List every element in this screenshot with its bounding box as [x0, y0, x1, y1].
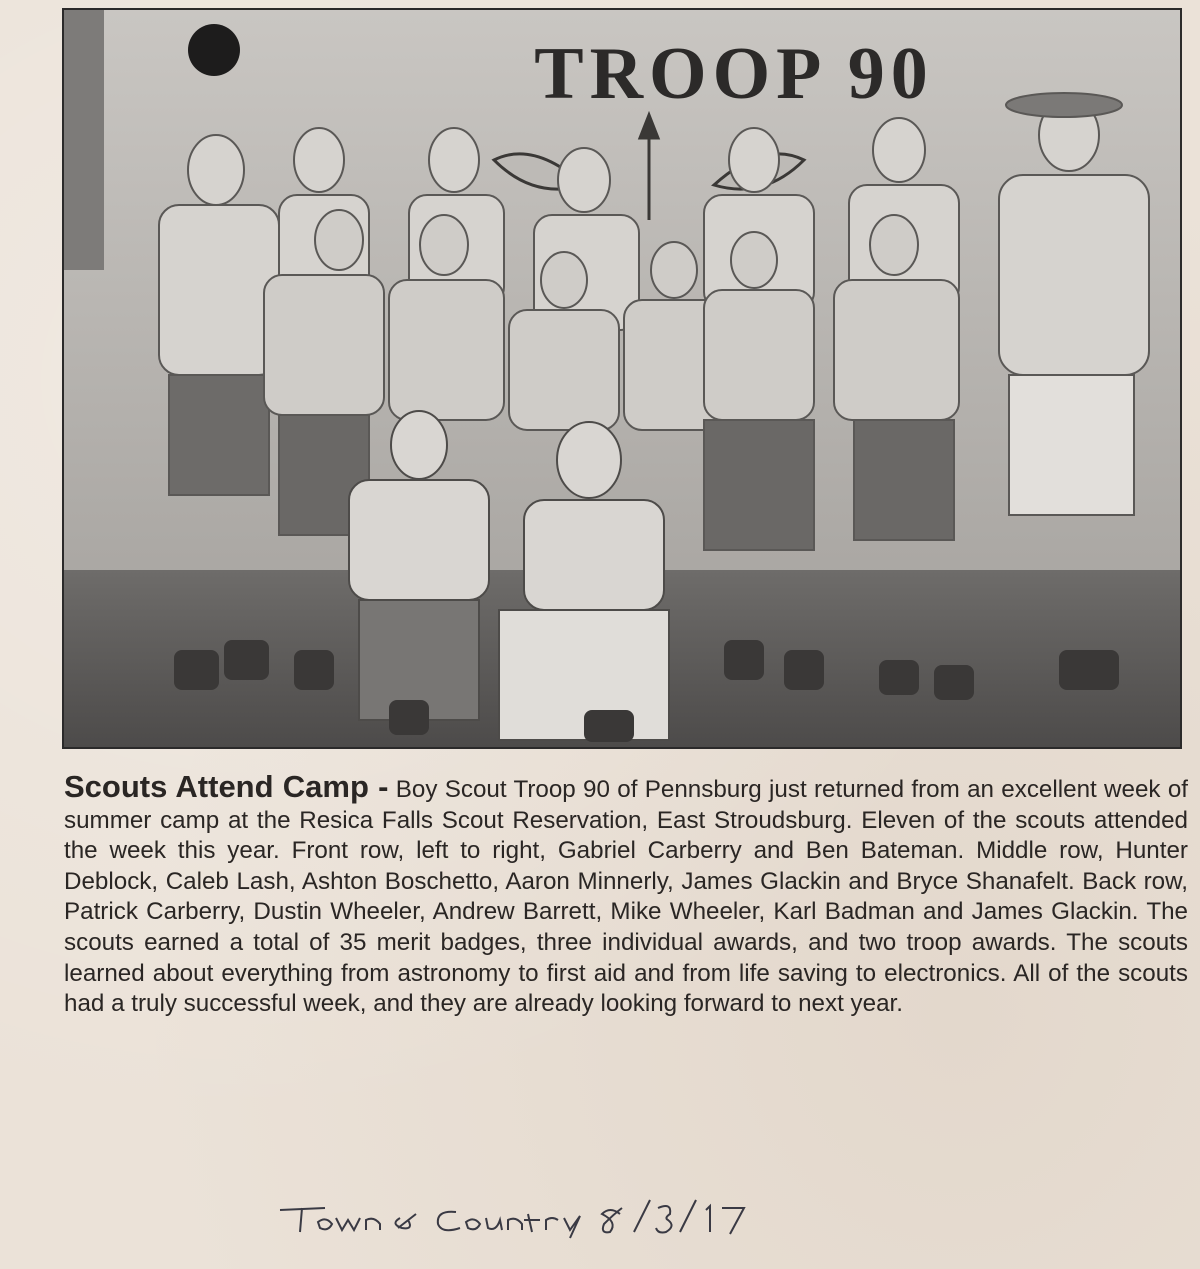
- photo-banner-title: TROOP 90: [534, 33, 934, 115]
- handwritten-note: [270, 1190, 790, 1240]
- article-headline: Scouts Attend Camp -: [64, 769, 389, 804]
- article-body: Boy Scout Troop 90 of Pennsburg just returned from an excellent week of summer camp at the Resica Falls Scout Reservation, East Stroudsburg. Eleven of the scouts attended the week this year. Front row, left to right, Gabriel Carberry and Ben Bateman. Middle row, Hunter Deblock, Caleb Lash, Ashton Boschetto, Aaron Minnerly, James Glackin and Bryce Shanafelt. Back row, Patrick Carberry, Dustin Wheeler, Andrew Barrett, Mike Wheeler, Karl Badman and James Glackin. The scouts earned a total of 35 merit badges, three individual awards, and two troop awards. The scouts learned about everything from astronomy to first aid and from life saving to electronics. All of the scouts had a truly successful week, and they are already looking forward to next year.: [64, 776, 1189, 1018]
- article-text: [64, 769, 1189, 1020]
- group-photo-illustration: [64, 10, 1180, 747]
- dark-mark: [188, 24, 240, 76]
- group-photo: [62, 8, 1182, 749]
- handwritten-note-drawing: [270, 1190, 790, 1240]
